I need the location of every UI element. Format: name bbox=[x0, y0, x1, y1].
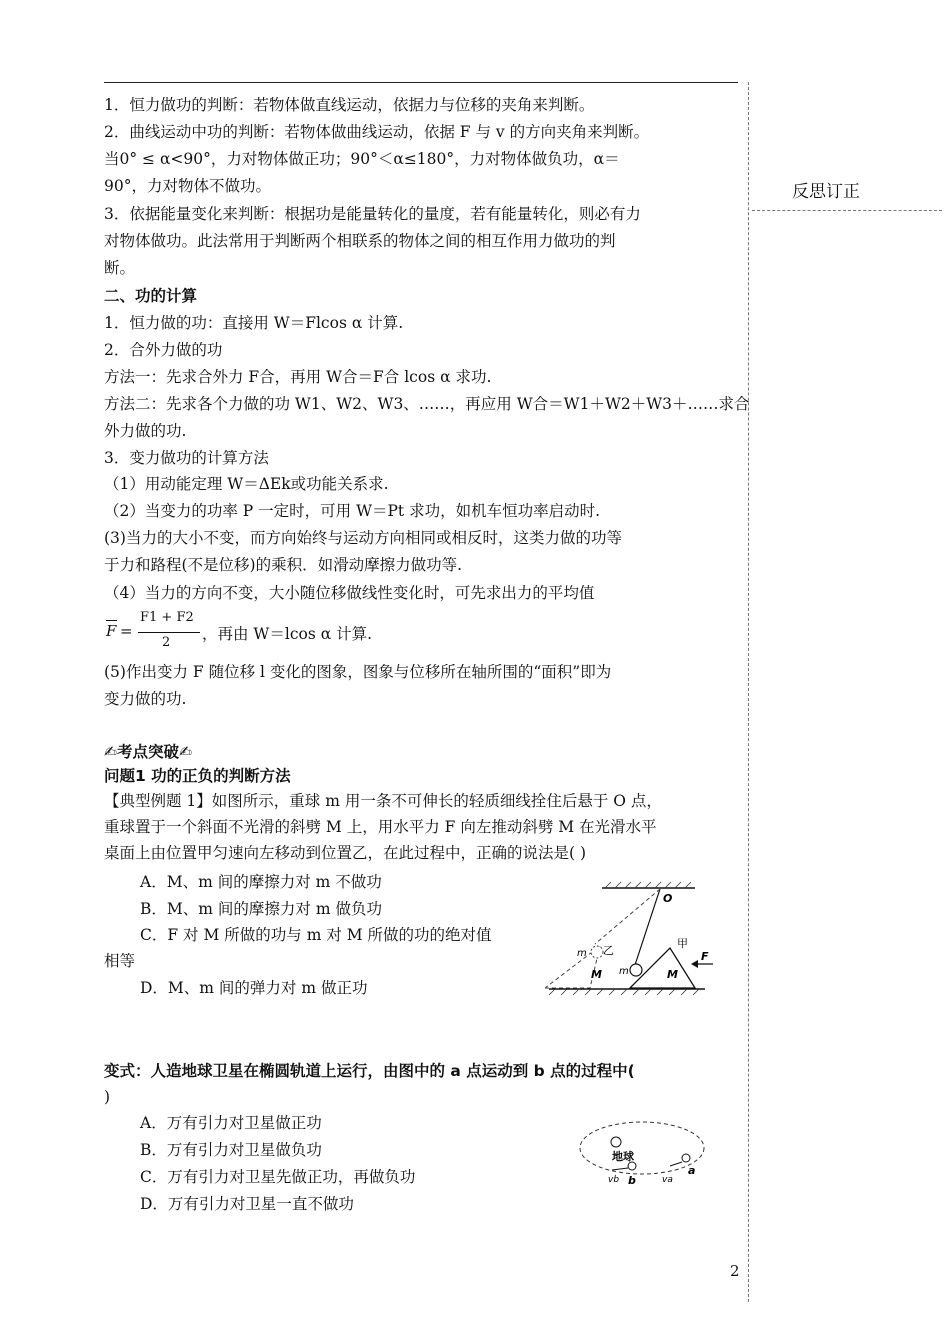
label-F: F bbox=[701, 950, 709, 963]
text-line: 3．依据能量变化来判断：根据功是能量转化的量度，若有能量转化，则必有力 bbox=[104, 205, 641, 223]
text-line: 变力做的功. bbox=[104, 690, 187, 708]
text-line: 90°，力对物体不做功。 bbox=[104, 177, 271, 195]
text-line: 1．恒力做功的判断：若物体做直线运动，依据力与位移的夹角来判断。 bbox=[104, 96, 595, 114]
text-line: 3．变力做功的计算方法 bbox=[104, 449, 269, 467]
formula-denominator: 2 bbox=[162, 635, 171, 650]
text-line: 方法一：先求合外力 F合，再用 W合＝F合 lcos α 求功. bbox=[104, 368, 492, 386]
variant-question: 变式：人造地球卫星在椭圆轨道上运行，由图中的 a 点运动到 b 点的过程中( bbox=[104, 1062, 635, 1080]
option-b: B．M、m 间的摩擦力对 m 做负功 bbox=[140, 900, 382, 918]
text-line: 1．恒力做的功：直接用 W＝Flcos α 计算. bbox=[104, 314, 404, 332]
label-earth: 地球 bbox=[612, 1150, 634, 1163]
label-va: va bbox=[662, 1175, 673, 1185]
formula-F: F bbox=[106, 622, 117, 640]
option-a: A．M、m 间的摩擦力对 m 不做功 bbox=[140, 873, 382, 891]
section-heading: 二、功的计算 bbox=[104, 287, 198, 305]
option-c: C．F 对 M 所做的功与 m 对 M 所做的功的绝对值 bbox=[140, 926, 492, 944]
velocity-a-arrow bbox=[670, 1162, 682, 1166]
text-line: ) bbox=[104, 1088, 111, 1106]
option-d: D．M、m 间的弹力对 m 做正功 bbox=[140, 979, 368, 997]
page-number: 2 bbox=[730, 1262, 740, 1280]
header-rule bbox=[104, 82, 738, 83]
reflection-dash-line bbox=[752, 210, 942, 211]
label-m-left: m bbox=[577, 948, 587, 959]
text-line: 外力做的功. bbox=[104, 422, 187, 440]
text-line: 重球置于一个斜面不光滑的斜劈 M 上，用水平力 F 向左推动斜劈 M 在光滑水平 bbox=[104, 818, 657, 836]
text-line: (5)作出变力 F 随位移 l 变化的图象，图象与位移所在轴所围的“面积”即为 bbox=[104, 663, 612, 681]
label-M-left: M bbox=[591, 968, 602, 981]
point-a bbox=[682, 1154, 690, 1162]
string-line bbox=[635, 889, 660, 965]
overline bbox=[106, 620, 117, 621]
problem-heading: 问题1 功的正负的判断方法 bbox=[104, 767, 291, 785]
section-heading: ✍考点突破✍ bbox=[104, 743, 192, 761]
text-line: 于力和路程(不是位移)的乘积．如滑动摩擦力做功等. bbox=[104, 556, 463, 574]
satellite-orbit-figure bbox=[576, 1118, 708, 1192]
text-line: (3)当力的大小不变，而方向始终与运动方向相同或相反时，这类力做的功等 bbox=[104, 529, 622, 547]
label-o: O bbox=[663, 892, 673, 905]
variant-option-c: C．万有引力对卫星先做正功，再做负功 bbox=[140, 1168, 416, 1186]
ball-left-dashed bbox=[591, 946, 603, 958]
label-a: a bbox=[688, 1164, 696, 1177]
text-line: 对物体做功。此法常用于判断两个相联系的物体之间的相互作用力做功的判 bbox=[104, 232, 616, 250]
margin-divider bbox=[748, 82, 749, 1302]
point-b bbox=[628, 1162, 636, 1170]
ball-right bbox=[630, 964, 642, 976]
label-M-right: M bbox=[667, 968, 678, 981]
text-line: （2）当变力的功率 P 一定时，可用 W＝Pt 求功，如机车恒功率启动时. bbox=[104, 502, 601, 520]
text-line: 2．合外力做的功 bbox=[104, 341, 223, 359]
ceiling-hatch bbox=[605, 882, 691, 888]
variant-option-b: B．万有引力对卫星做负功 bbox=[140, 1141, 322, 1159]
variant-option-d: D．万有引力对卫星一直不做功 bbox=[140, 1195, 354, 1213]
text-line: 相等 bbox=[104, 952, 136, 970]
force-arrowhead bbox=[691, 960, 698, 968]
text-line: （4）当力的方向不变，大小随位移做线性变化时，可先求出力的平均值 bbox=[104, 584, 595, 602]
text-line: 桌面上由位置甲匀速向左移动到位置乙，在此过程中，正确的说法是( ) bbox=[104, 844, 587, 862]
label-yi: 乙 bbox=[603, 944, 614, 957]
variant-option-a: A．万有引力对卫星做正功 bbox=[140, 1114, 322, 1132]
text-line: 当0° ≤ α<90°，力对物体做正功；90°＜α≤180°，力对物体做负功，α＝ bbox=[104, 150, 620, 168]
orbit-ellipse bbox=[580, 1122, 704, 1174]
earth-circle bbox=[611, 1137, 621, 1147]
ground-hatch bbox=[549, 989, 699, 995]
formula-equals: = bbox=[120, 622, 133, 640]
label-vb: vb bbox=[608, 1175, 620, 1185]
label-b: b bbox=[628, 1174, 636, 1187]
text-line: 【典型例题 1】如图所示，重球 m 用一条不可伸长的轻质细线拴住后悬于 O 点， bbox=[104, 792, 662, 810]
text-line: （1）用动能定理 W＝ΔEk或功能关系求. bbox=[104, 475, 389, 493]
dashed-string bbox=[595, 889, 660, 944]
fraction-line bbox=[138, 632, 200, 633]
text-line: 方法二：先求各个力做的功 W1、W2、W3、……，再应用 W合＝W1＋W2＋W3＋……求合 bbox=[104, 395, 750, 413]
reflection-column-title: 反思订正 bbox=[792, 182, 860, 202]
label-jia: 甲 bbox=[677, 937, 688, 950]
formula-numerator: F1 + F2 bbox=[140, 610, 194, 625]
velocity-b-arrow bbox=[612, 1168, 628, 1170]
label-m-right: m bbox=[619, 966, 629, 977]
formula-rest: ，再由 W＝lcos α 计算. bbox=[202, 625, 373, 643]
text-line: 断。 bbox=[104, 259, 136, 277]
text-line: 2．曲线运动中功的判断：若物体做曲线运动，依据 F 与 v 的方向夹角来判断。 bbox=[104, 123, 650, 141]
wedge-pendulum-figure bbox=[545, 880, 715, 998]
